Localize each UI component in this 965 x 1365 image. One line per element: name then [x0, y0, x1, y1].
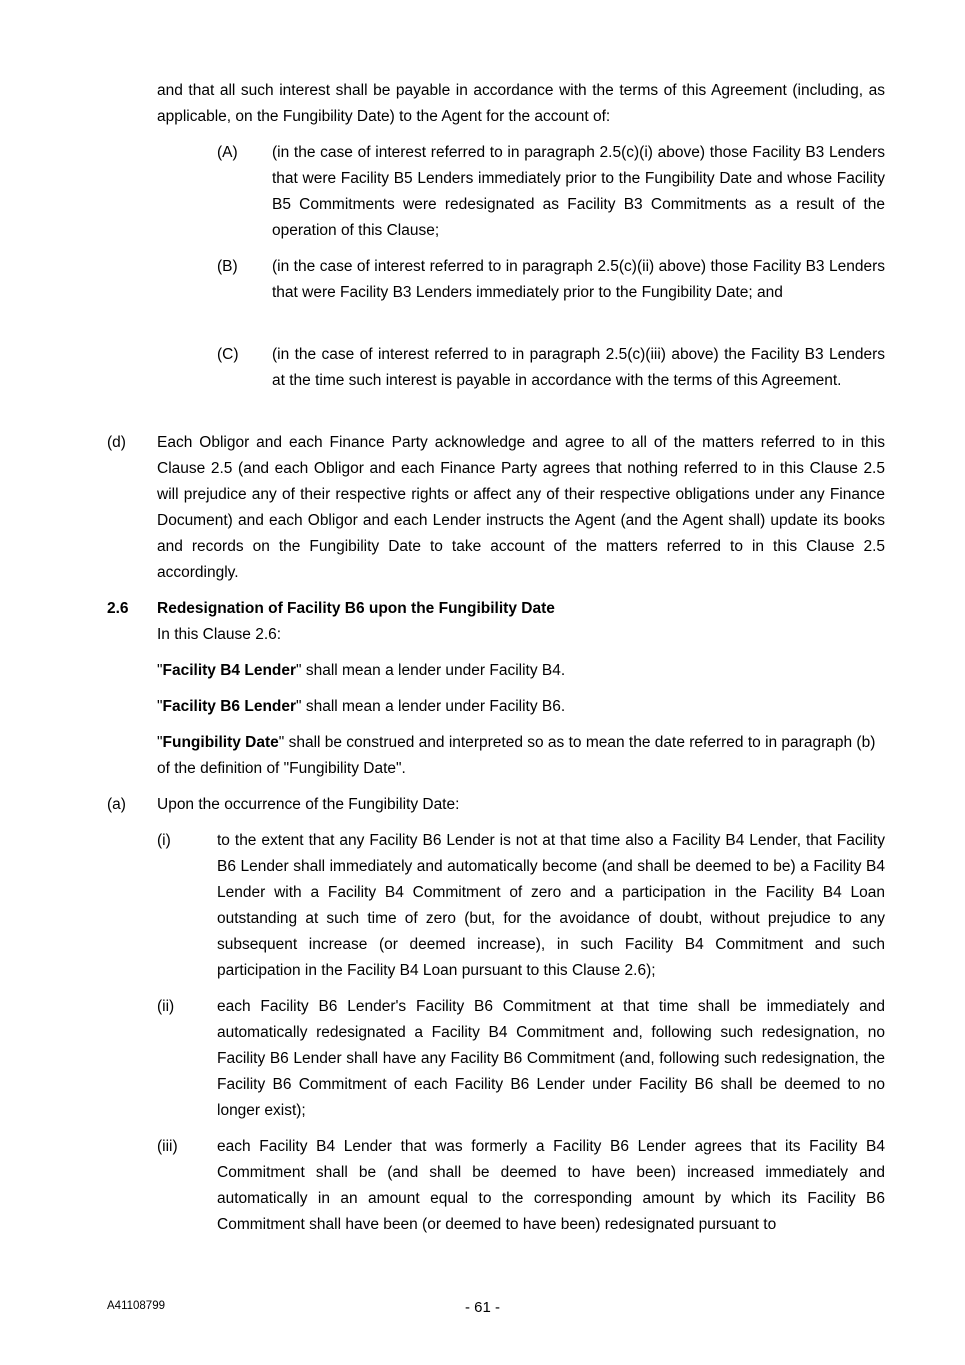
item-label: (A) — [217, 144, 238, 161]
document-id: A41108799 — [107, 1300, 165, 1312]
definition-term: Facility B6 Lender — [162, 698, 297, 715]
definition-facility-b4-lender: "Facility B4 Lender" shall mean a lender under Facility B4. — [157, 662, 566, 679]
paragraph-d-text: Each Obligor and each Finance Party acknowledge and agree to all of the matters referred to in this Clause 2.5 (and each Obligor and each Finance Party agrees that nothing referred to in this Clause 2.5 will prejudice any of their respective rights or affect any of their respective obligations under any Finance Document) and each Obligor and each Lender instructs the Agent (and the Agent shall) update its books and records on the Fungibility Date to take account of the matters referred to in this Clause 2.5 accordingly. — [157, 434, 885, 581]
paragraph-a-text: Upon the occurrence of the Fungibility Date: — [157, 796, 460, 813]
item-text: each Facility B6 Lender's Facility B6 Commitment at that time shall be immediately and automatically redesignated a Facility B4 Commitment and, following such redesignation, no Facility B6 Lender shall have any Facility B6 Commitment (and, following such redesignation, the Facility B6 Commitment of each Facility B6 Lender under Facility B6 shall be deemed to no longer exist); — [217, 998, 885, 1119]
section-intro: In this Clause 2.6: — [157, 626, 282, 643]
section-heading: Redesignation of Facility B6 upon the Fungibility Date — [157, 600, 555, 617]
item-label: (iii) — [157, 1138, 178, 1155]
definition-fungibility-date: "Fungibility Date" shall be construed and interpreted so as to mean the date referred to in paragraph (b) of the definition of "Fungibility Date". — [157, 734, 876, 777]
section-number: 2.6 — [107, 600, 129, 617]
definition-facility-b6-lender: "Facility B6 Lender" shall mean a lender under Facility B6. — [157, 698, 566, 715]
page-number: - 61 - — [464, 1299, 500, 1316]
item-text: each Facility B4 Lender that was formerly a Facility B6 Lender agrees that its Facility B4 Commitment shall be (and shall be deemed to have been) increased immediately and automatically in an amount equal to the corresponding amount by which its Facility B6 Commitment shall have been (or deemed to have been) redesignated pursuant to — [217, 1138, 885, 1233]
item-text: to the extent that any Facility B6 Lender is not at that time also a Facility B4 Lender, that Facility B6 Lender shall immediately and automatically become (and shall be deemed to be) a Facility B4 Lender with a Facility B4 Commitment of zero and a participation in the Facility B4 Loan outstanding at such time of zero (but, for the avoidance of doubt, without prejudice to any subsequent increase (or deemed increase), in such Facility B4 Commitment and such participation in the Facility B4 Loan pursuant to this Clause 2.6); — [217, 832, 885, 979]
intro-paragraph: and that all such interest shall be payable in accordance with the terms of this Agreement (including, as applicable, on the Fungibility Date) to the Agent for the account of: — [157, 82, 885, 125]
paragraph-label: (a) — [107, 796, 126, 813]
item-label: (B) — [217, 258, 238, 275]
definition-term: Fungibility Date — [162, 734, 279, 751]
item-text: (in the case of interest referred to in paragraph 2.5(c)(i) above) those Facility B3 Lenders that were Facility B5 Lenders immediately prior to the Fungibility Date and whose Facility B5 Commitments were redesignated as Facility B3 Commitments as a result of the operation of this Clause; — [272, 144, 885, 239]
item-label: (i) — [157, 832, 171, 849]
item-text: (in the case of interest referred to in paragraph 2.5(c)(iii) above) the Facility B3 Lenders at the time such interest is payable in accordance with the terms of this Agreement. — [272, 346, 885, 389]
item-label: (C) — [217, 346, 239, 363]
definition-term: Facility B4 Lender — [162, 662, 297, 679]
item-text: (in the case of interest referred to in paragraph 2.5(c)(ii) above) those Facility B3 Lenders that were Facility B3 Lenders immediately prior to the Fungibility Date; and — [272, 258, 885, 301]
item-label: (ii) — [157, 998, 175, 1015]
paragraph-label: (d) — [107, 434, 126, 451]
